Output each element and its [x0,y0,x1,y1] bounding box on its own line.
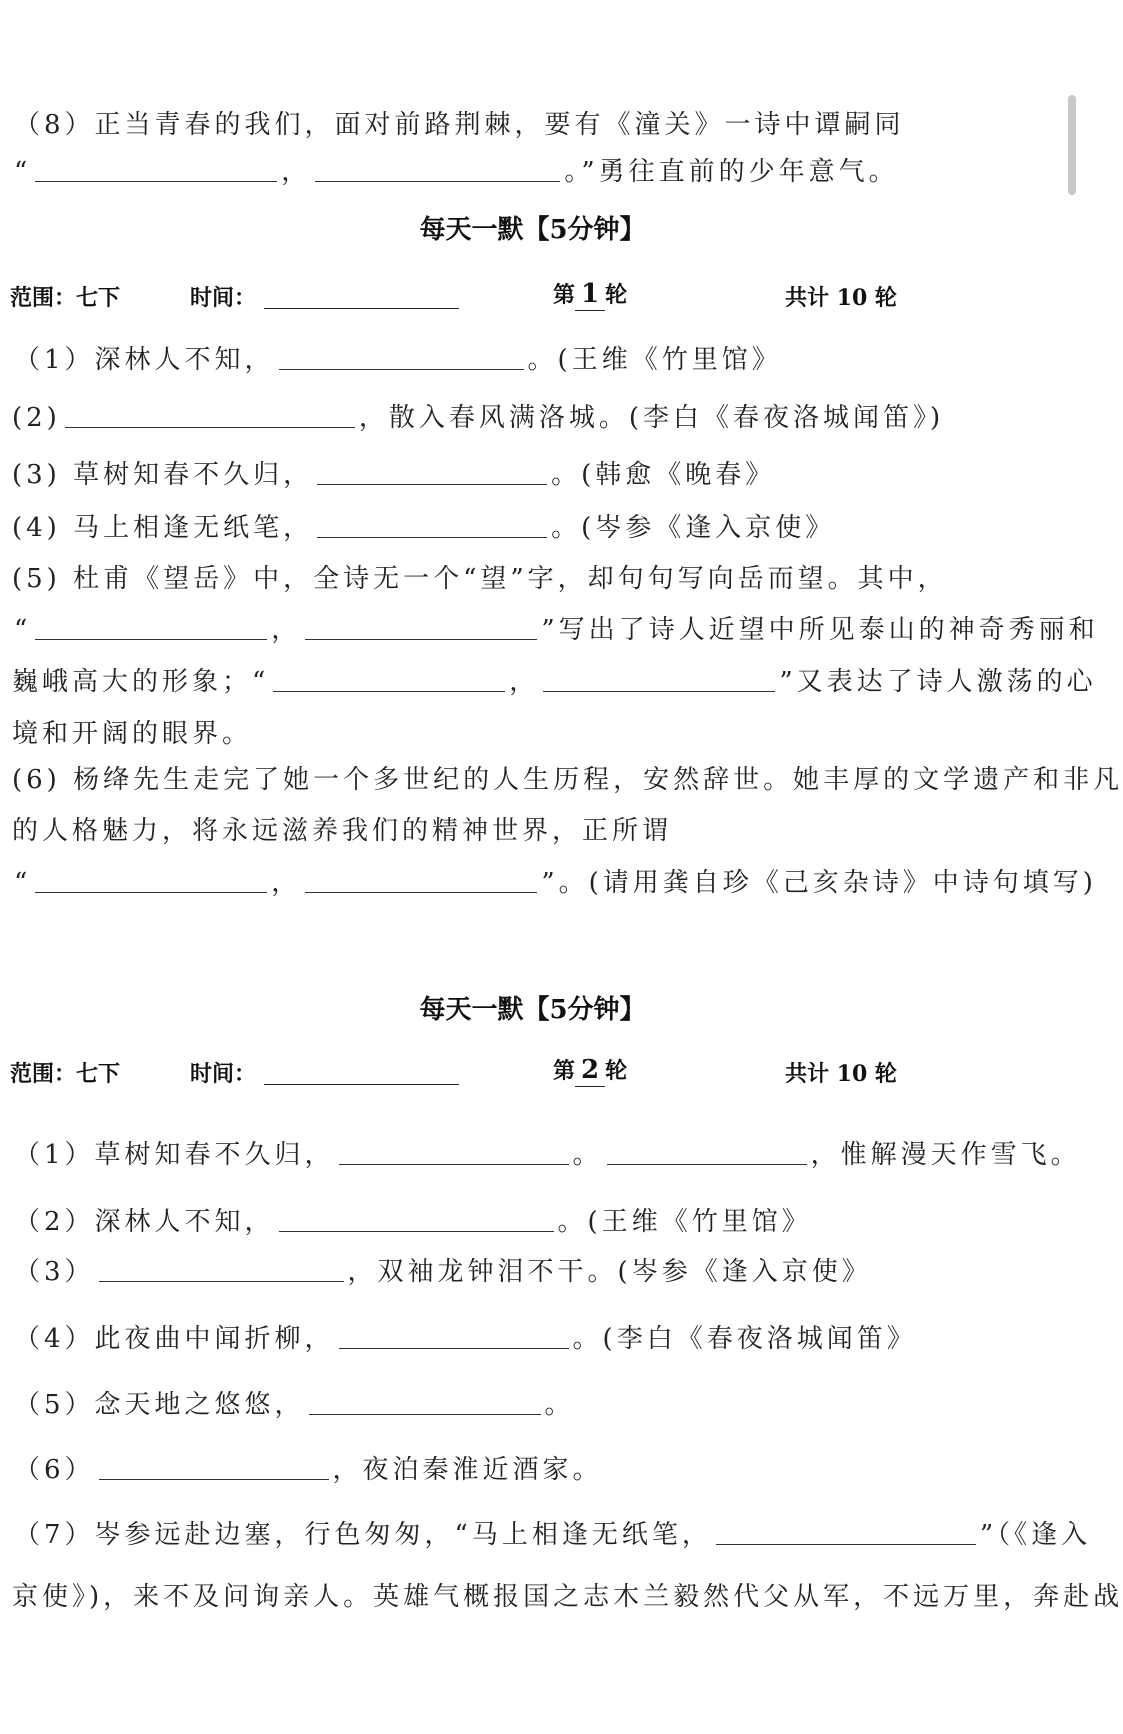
round-2-title: 每天一默【5分钟】 [419,995,646,1025]
round-1-title: 每天一默【5分钟】 [419,215,646,245]
answer-blank[interactable] [317,511,547,538]
answer-blank[interactable] [35,613,267,640]
answer-blank[interactable] [35,866,267,893]
answer-blank[interactable] [99,1255,344,1282]
answer-blank[interactable] [716,1518,976,1545]
answer-blank[interactable] [339,1322,569,1349]
scrollbar-thumb[interactable] [1068,95,1076,195]
round-2-q6: （6） ，夜泊秦淮近酒家。 [14,1455,603,1485]
round-1-total: 共计 10 轮 [785,285,897,311]
round-2-q5: （5）念天地之悠悠， 。 [14,1390,575,1420]
round-1-range: 范围：七下 [10,285,121,311]
round-2-counter: 第 2 轮 [553,1055,628,1085]
answer-blank[interactable] [317,458,547,485]
round-2-q3: （3） ，双袖龙钟泪不干。(岑参《逢入京使》 [14,1257,872,1287]
round-2-q7-line-2: 京使》)，来不及问询亲人。英雄气概报国之志木兰毅然代父从军，不远万里，奔赴战 [12,1582,1123,1612]
round-1-q1: （1）深林人不知， 。(王维《竹里馆》 [14,345,782,375]
time-blank[interactable] [264,286,459,309]
round-1-q5-line-1: (5) 杜甫《望岳》中，全诗无一个“望”字，却句句写向岳而望。其中， [12,564,948,594]
round-2-time: 时间： [190,1058,459,1090]
answer-blank[interactable] [273,665,505,692]
item-8-line-2: “ ， 。”勇往直前的少年意气。 [14,157,899,187]
answer-blank[interactable] [339,1138,569,1165]
round-1-time: 时间： [190,282,459,314]
round-1-q2: (2) ，散入春风满洛城。(李白《春夜洛城闻笛》) [12,403,945,433]
answer-blank[interactable] [543,665,775,692]
answer-blank[interactable] [279,1205,554,1232]
answer-blank[interactable] [305,613,537,640]
answer-blank[interactable] [607,1138,807,1165]
round-1-q3: (3) 草树知春不久归， 。(韩愈《晚春》 [12,460,776,490]
time-blank[interactable] [264,1062,459,1085]
answer-blank[interactable] [65,401,355,428]
answer-blank[interactable] [279,343,524,370]
round-2-q1: （1）草树知春不久归， 。 ，惟解漫天作雪飞。 [14,1140,1081,1170]
round-1-q6-line-1: (6) 杨绛先生走完了她一个多世纪的人生历程，安然辞世。她丰厚的文学遗产和非凡 [12,765,1123,795]
answer-blank[interactable] [35,155,277,182]
round-1-q5-line-3: 巍峨高大的形象；“ ， ”又表达了诗人激荡的心 [12,667,1097,697]
round-1-q6-line-2: 的人格魅力，将永远滋养我们的精神世界，正所谓 [12,816,673,846]
round-1-q5-line-2: “ ， ”写出了诗人近望中所见泰山的神奇秀丽和 [14,615,1099,645]
round-2-q4: （4）此夜曲中闻折柳， 。(李白《春夜洛城闻笛》 [14,1324,917,1354]
round-1-q5-line-4: 境和开阔的眼界。 [12,719,253,749]
round-1-q4: (4) 马上相逢无纸笔， 。(岑参《逢入京使》 [12,513,836,543]
round-2-total: 共计 10 轮 [785,1061,897,1087]
round-2-q2: （2）深林人不知， 。(王维《竹里馆》 [14,1207,812,1237]
round-1-q6-line-3: “ ， ”。(请用龚自珍《己亥杂诗》中诗句填写) [14,868,1097,898]
round-2-q7-line-1: （7）岑参远赴边塞，行色匆匆，“马上相逢无纸笔， ”（《逢入 [14,1520,1092,1550]
answer-blank[interactable] [309,1388,541,1415]
round-2-range: 范围：七下 [10,1061,121,1087]
answer-blank[interactable] [305,866,537,893]
item-8-line-1: （8）正当青春的我们，面对前路荆棘，要有《潼关》一诗中谭嗣同 [14,110,905,140]
answer-blank[interactable] [99,1453,329,1480]
answer-blank[interactable] [315,155,560,182]
round-1-counter: 第 1 轮 [553,279,628,309]
